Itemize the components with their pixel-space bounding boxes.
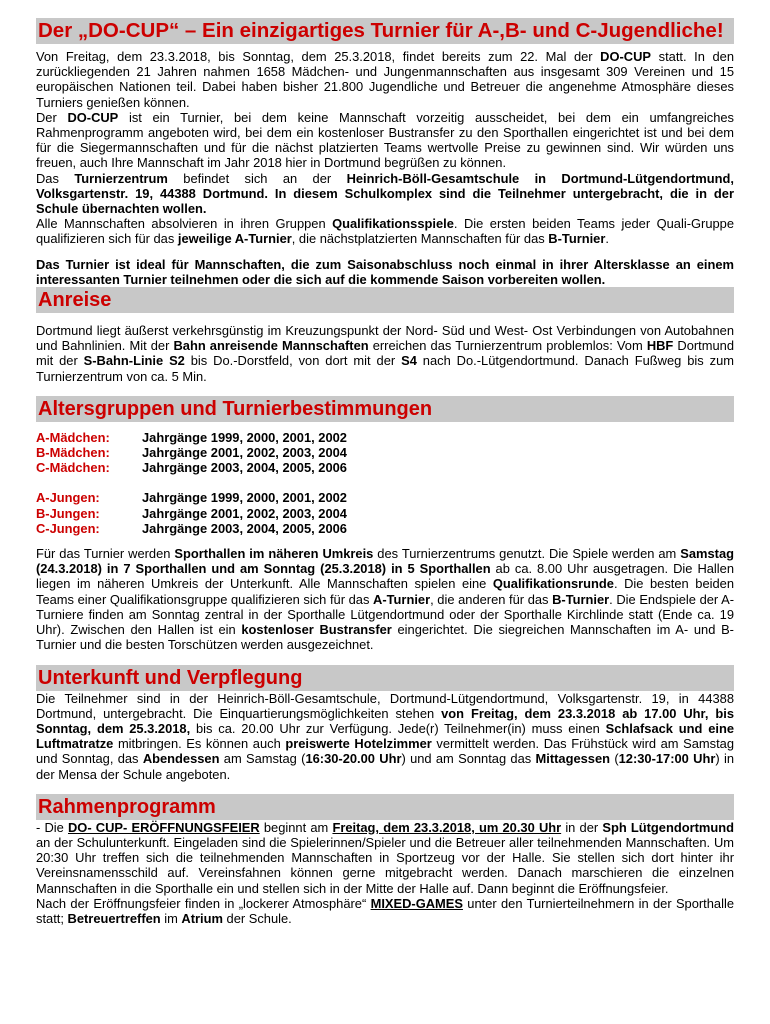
- age-row: A-Jungen: Jahrgänge 1999, 2000, 2001, 2002: [36, 490, 347, 506]
- age-row: A-Mädchen: Jahrgänge 1999, 2000, 2001, 2002: [36, 429, 347, 445]
- jungen-age-table: [36, 490, 347, 536]
- intro-paragraph-2: Der DO-CUP ist ein Turnier, bei dem keine Mannschaft vorzeitig ausscheidet, bei dem ein umfangreiches Rahmenprogramm angeboten wird, bei dem ein kostenloser Bustransfer zu den Sporthallen eingerichtet ist und bei dem für die Siegermannschaften und für die nächst platzierten Teams wertvolle Preise zu gewinnen sind. Wir würden uns freuen, auch Ihre Mannschaft im Jahr 2018 hier in Dortmund begrüßen zu können.: [36, 109, 734, 171]
- intro-paragraph-3: Das Turnierzentrum befindet sich an der Heinrich-Böll-Gesamtschule in Dortmund-Lütgendortmund, Volksgartenstr. 19, 44388 Dortmund. In diesem Schulkomplex sind die Teilnehmer untergebracht, die in der Schule übernachten wollen.: [36, 170, 734, 217]
- turnier-paragraph: Für das Turnier werden Sporthallen im näheren Umkreis des Turnierzentrums genutzt. Die Spiele werden am Samstag (24.3.2018) in 7 Sporthallen und am Sonntag (25.3.2018) in 5 Sporthallen ab ca. 8.00 Uhr ausgetragen. Die Hallen liegen im näheren Umkreis der Unterkunft. Alle Mannschaften spielen eine Qualifikationsrunde. Die besten beiden Teams einer Qualifikationsgruppe qualifizieren sich für das A-Turnier, die anderen für das B-Turnier. Die Endspiele der A-Turniere finden am Sonntag zentral in der Sporthalle Lütgendortmund oder der Sporthalle Kirchlinde statt (Ende ca. 19 Uhr). Zwischen den Hallen ist ein kostenloser Bustransfer eingerichtet. Die siegreichen Mannschaften im A- und B-Turnier und die besten Torschützen werden ausgezeichnet.: [36, 546, 735, 653]
- intro-paragraph-1: Von Freitag, dem 23.3.2018, bis Sonntag, dem 25.3.2018, findet bereits zum 22. Mal der DO-CUP statt. In den zurückliegenden 21 Jahren nahmen 1658 Mädchen- und Jungenmannschaften aus insgesamt 309 Vereinen und 15 europäischen Nationen teil. Dabei haben bisher 21.800 Jugendliche und Betreuer die angenehme Atmosphäre dieses Turniers genießen können.: [36, 49, 734, 110]
- title-banner: [36, 18, 734, 44]
- intro-paragraph-5: Das Turnier ist ideal für Mannschaften, die zum Saisonabschluss noch einmal in ihrer Altersklasse an einem interessanten Turnier teilnehmen oder die sich auf die kommende Saison vorbereiten wollen.: [36, 256, 734, 287]
- section-header-unterkunft: Unterkunft und Verpflegung: [36, 665, 734, 691]
- unterkunft-paragraph: Die Teilnehmer sind in der Heinrich-Böll-Gesamtschule, Dortmund-Lütgendortmund, Volksgartenstr. 19, in 44388 Dortmund, untergebracht. Die Einquartierungsmöglichkeiten stehen von Freitag, dem 23.3.2018 ab 17.00 Uhr, bis Sonntag, dem 25.3.2018, bis ca. 20.00 Uhr zur Verfügung. Jede(r) Teilnehmer(in) muss einen Schlafsack und eine Luftmatratze mitbringen. Es können auch preiswerte Hotelzimmer vermittelt werden. Das Frühstück wird am Samstag und Sonntag, das Abendessen am Samstag (16:30-20.00 Uhr) und am Sonntag das Mittagessen (12:30-17:00 Uhr) in der Mensa der Schule angeboten.: [36, 690, 734, 782]
- rahmen-paragraph-2: Nach der Eröffnungsfeier finden in „lockerer Atmosphäre“ MIXED-GAMES unter den Turnierteilnehmern in der Sporthalle statt; Betreuertreffen im Atrium der Schule.: [36, 895, 735, 926]
- age-row: B-Jungen: Jahrgänge 2001, 2002, 2003, 2004: [36, 505, 347, 521]
- age-row: C-Mädchen: Jahrgänge 2003, 2004, 2005, 2006: [36, 460, 347, 476]
- age-row: B-Mädchen: Jahrgänge 2001, 2002, 2003, 2004: [36, 445, 347, 461]
- age-row: C-Jungen: Jahrgänge 2003, 2004, 2005, 2006: [36, 520, 347, 536]
- page-title: Der „DO-CUP“ – Ein einzigartiges Turnier für A-,B- und C-Jugendliche!: [38, 19, 724, 42]
- intro-paragraph-4: Alle Mannschaften absolvieren in ihren Gruppen Qualifikationsspiele. Die ersten beiden Teams jeder Quali-Gruppe qualifizieren sich für das jeweilige A-Turnier, die nächstplatzierten Mannschaften für das B-Turnier.: [36, 216, 734, 247]
- section-header-altersgruppen: Altersgruppen und Turnierbestimmungen: [36, 396, 734, 422]
- maedchen-age-table: [36, 430, 347, 476]
- section-header-rahmenprogramm: Rahmenprogramm: [36, 794, 734, 820]
- rahmen-paragraph-1: - Die DO- CUP- ERÖFFNUNGSFEIER beginnt am Freitag, dem 23.3.2018, um 20.30 Uhr in der Sph Lütgendortmund an der Schulunterkunft. Eingeladen sind die Spielerinnen/Spieler und die Betreuer aller teilnehmenden Mannschaften. Um 20:30 Uhr treffen sich die teilnehmenden Mannschaften in Sportzeug vor der Halle. Sie stellen sich dort hinter ihr Vereinsnamensschild auf. Vereinsfahnen können gerne mitgebracht werden. Danach marschieren die einzelnen Mannschaften in die Sporthalle ein und stellen sich in der Mitte der Halle auf. Dann beginnt die Eröffnungsfeier.: [36, 819, 734, 896]
- anreise-paragraph: Dortmund liegt äußerst verkehrsgünstig im Kreuzungspunkt der Nord- Süd und West- Ost Verbindungen von Autobahnen und Bahnlinien. Mit der Bahn anreisende Mannschaften erreichen das Turnierzentrum problemlos: Vom HBF Dortmund mit der S-Bahn-Linie S2 bis Do.-Dorstfeld, von dort mit der S4 nach Do.-Lütgendortmund. Danach Fußweg bis zum Turnierzentrum von ca. 5 Min.: [36, 323, 735, 384]
- section-header-anreise: Anreise: [36, 287, 734, 313]
